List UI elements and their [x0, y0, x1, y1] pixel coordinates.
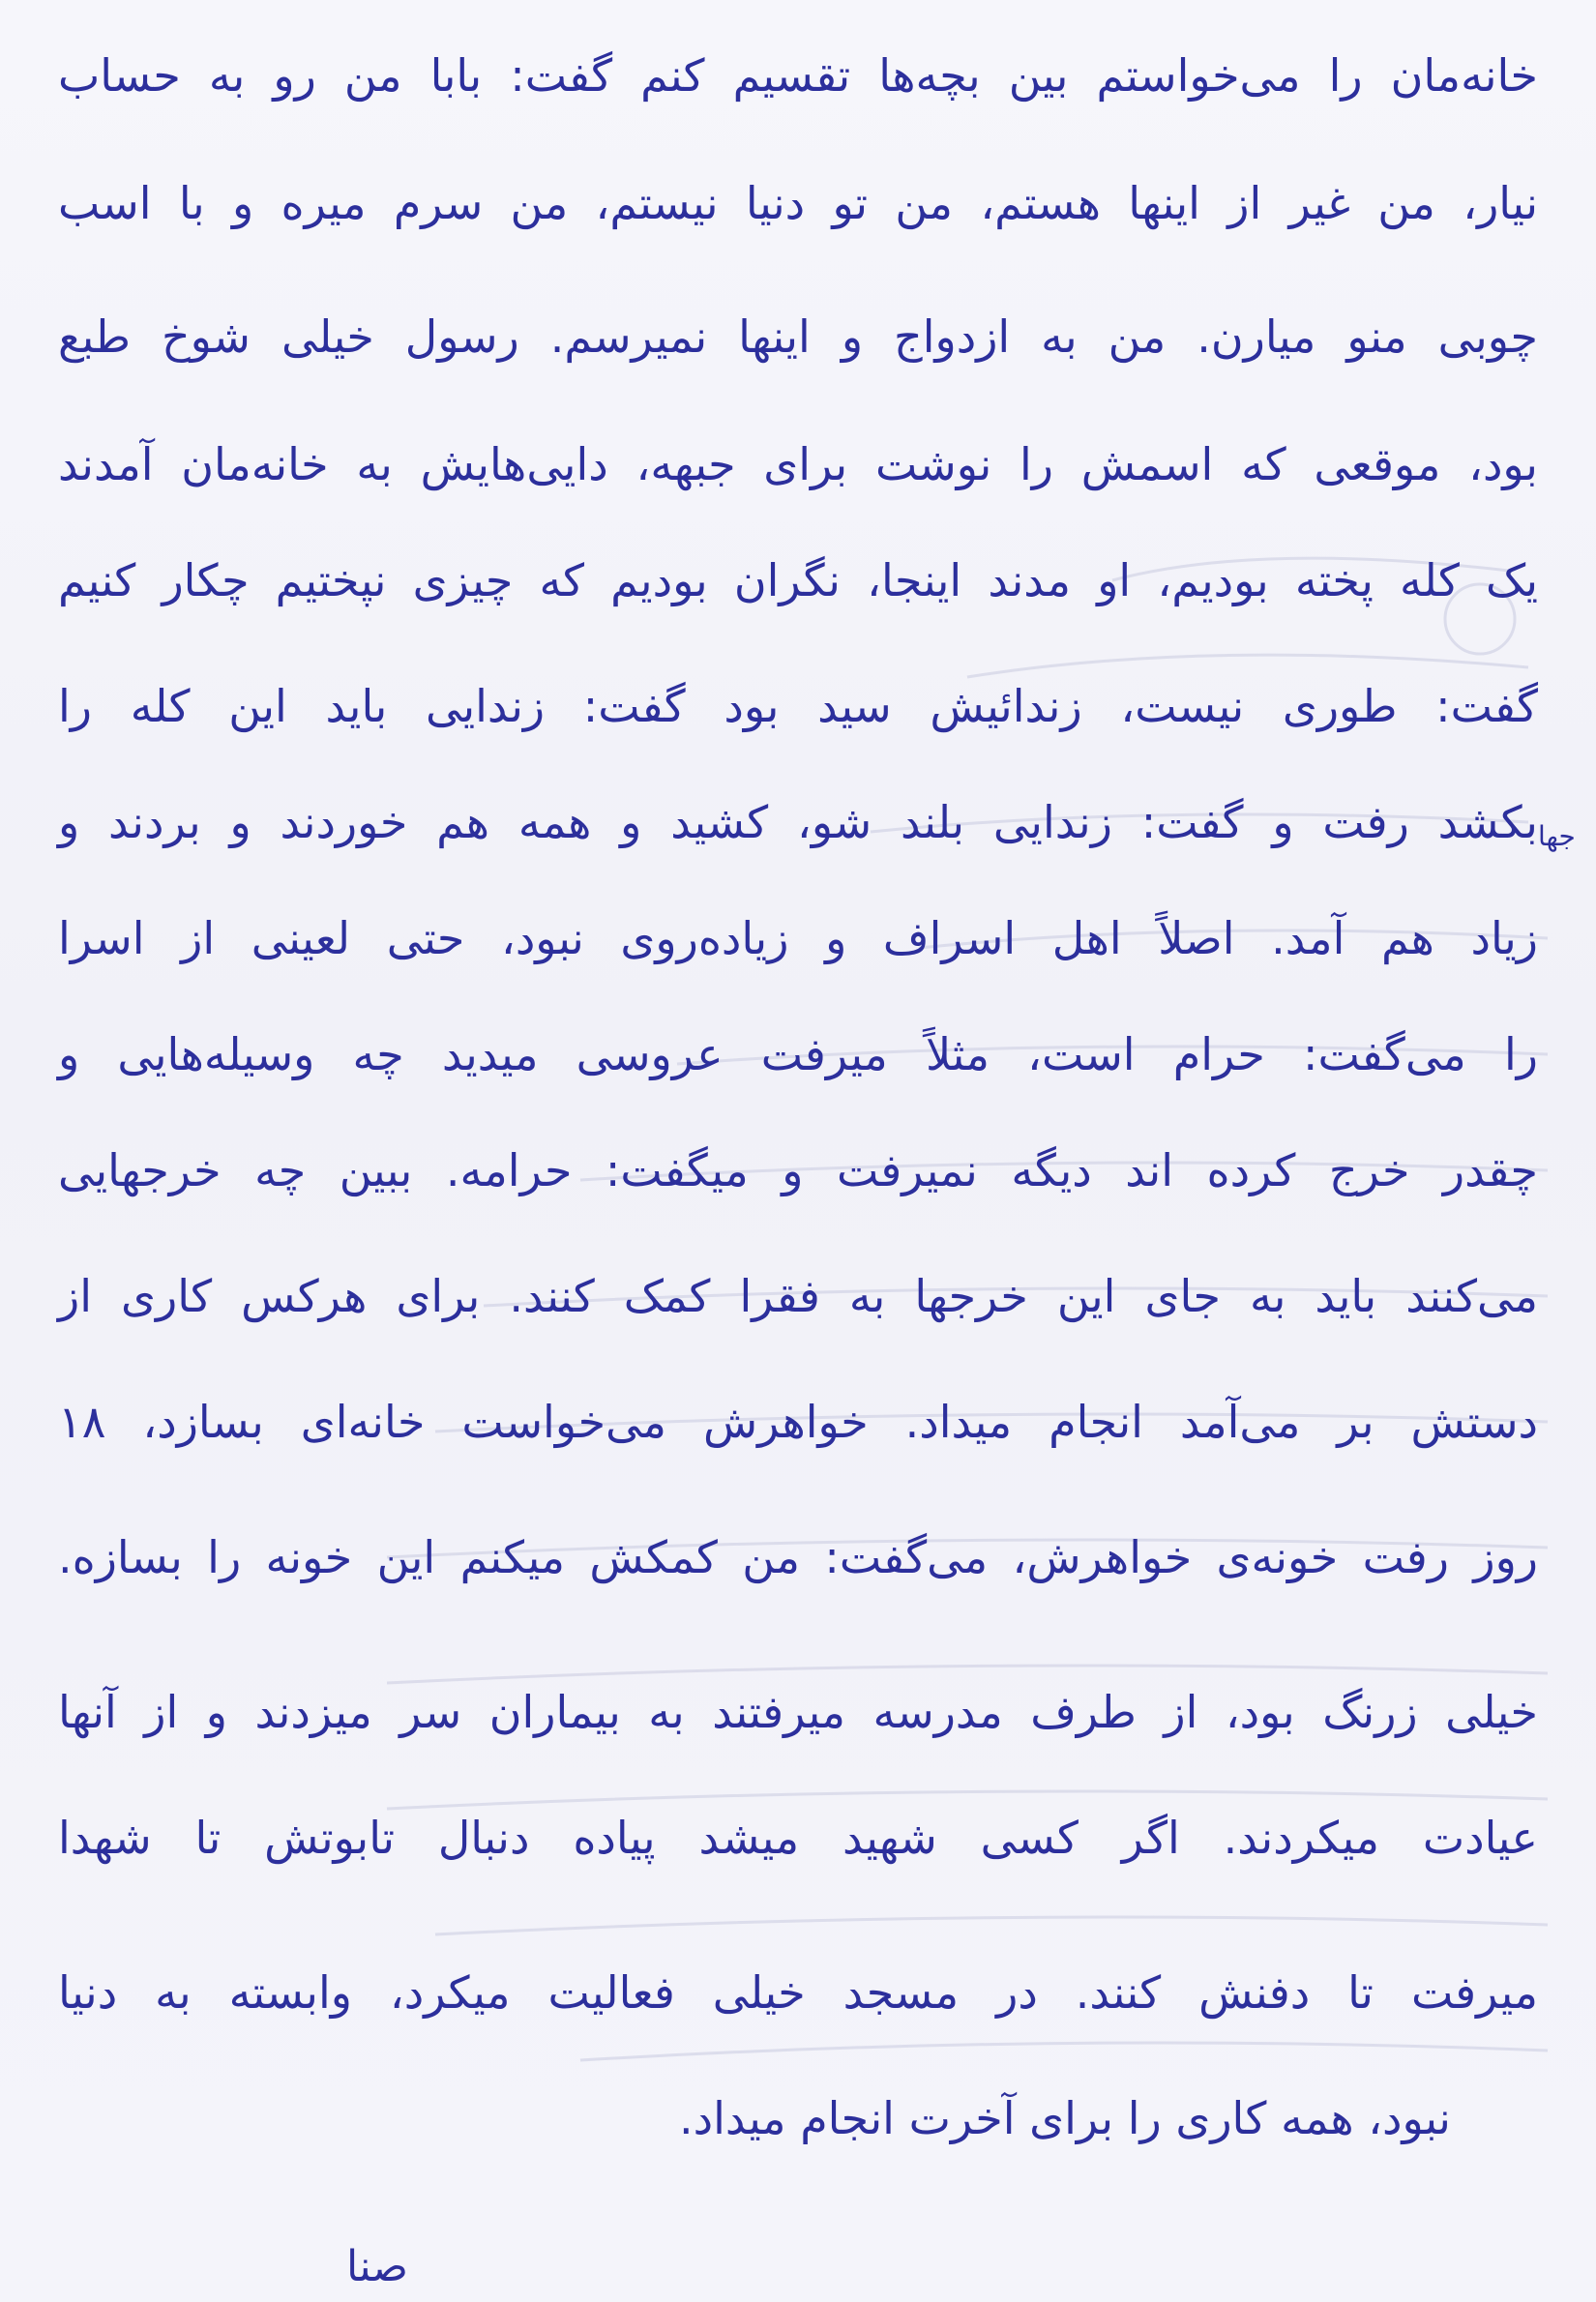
text-line-10: چقدر خرج کرده اند دیگه نمیرفت و میگفت: حرامه. ببین چه خرجهایی	[58, 1144, 1538, 1196]
margin-note: جها	[1538, 820, 1576, 852]
text-line-5: یک کله پخته بودیم، او مدند اینجا، نگران بودیم که چیزی نپختیم چکار کنیم	[58, 554, 1538, 606]
text-line-13: روز رفت خونه‌ی خواهرش، می‌گفت: من کمکش میکنم این خونه را بسازه.	[58, 1531, 1538, 1583]
text-line-2: نیار، من غیر از اینها هستم، من تو دنیا نیستم، من سرم میره و با اسب	[58, 177, 1538, 229]
text-line-17: نبود، همه کاری را برای آخرت انجام میداد.	[679, 2092, 1451, 2144]
text-line-16: میرفت تا دفنش کنند. در مسجد خیلی فعالیت میکرد، وابسته به دنیا	[58, 1966, 1538, 2019]
text-line-12: دستش بر می‌آمد انجام میداد. خواهرش می‌خواست خانه‌ای بسازد، ۱۸	[58, 1396, 1538, 1448]
text-line-4: بود، موقعی که اسمش را نوشت برای جبهه، دایی‌هایش به خانه‌مان آمدند	[58, 438, 1538, 490]
text-line-8: زیاد هم آمد. اصلاً اهل اسراف و زیاده‌روی نبود، حتی لعینی از اسرا	[58, 912, 1538, 964]
text-line-3: چوبی منو میارن. من به ازدواج و اینها نمیرسم. رسول خیلی شوخ طبع	[58, 310, 1538, 363]
text-line-1: خانه‌مان را می‌خواستم بین بچه‌ها تقسیم کنم گفت: بابا من رو به حساب	[58, 49, 1538, 102]
text-line-14: خیلی زرنگ بود، از طرف مدرسه میرفتند به بیماران سر میزدند و از آنها	[58, 1686, 1538, 1738]
text-line-9: را می‌گفت: حرام است، مثلاً میرفت عروسی میدید چه وسیله‌هایی و	[58, 1028, 1538, 1080]
text-line-6: گفت: طوری نیست، زندائیش سید بود گفت: زندایی باید این کله را	[58, 680, 1538, 732]
page-number: صنا	[346, 2242, 409, 2291]
text-line-15: عیادت میکردند. اگر کسی شهید میشد پیاده دنبال تابوتش تا شهدا	[58, 1812, 1538, 1864]
text-line-11: می‌کنند باید به جای این خرجها به فقرا کمک کنند. برای هرکس کاری از	[58, 1270, 1538, 1322]
text-line-7: بکشد رفت و گفت: زندایی بلند شو، کشید و همه هم خوردند و بردند و	[58, 796, 1538, 848]
